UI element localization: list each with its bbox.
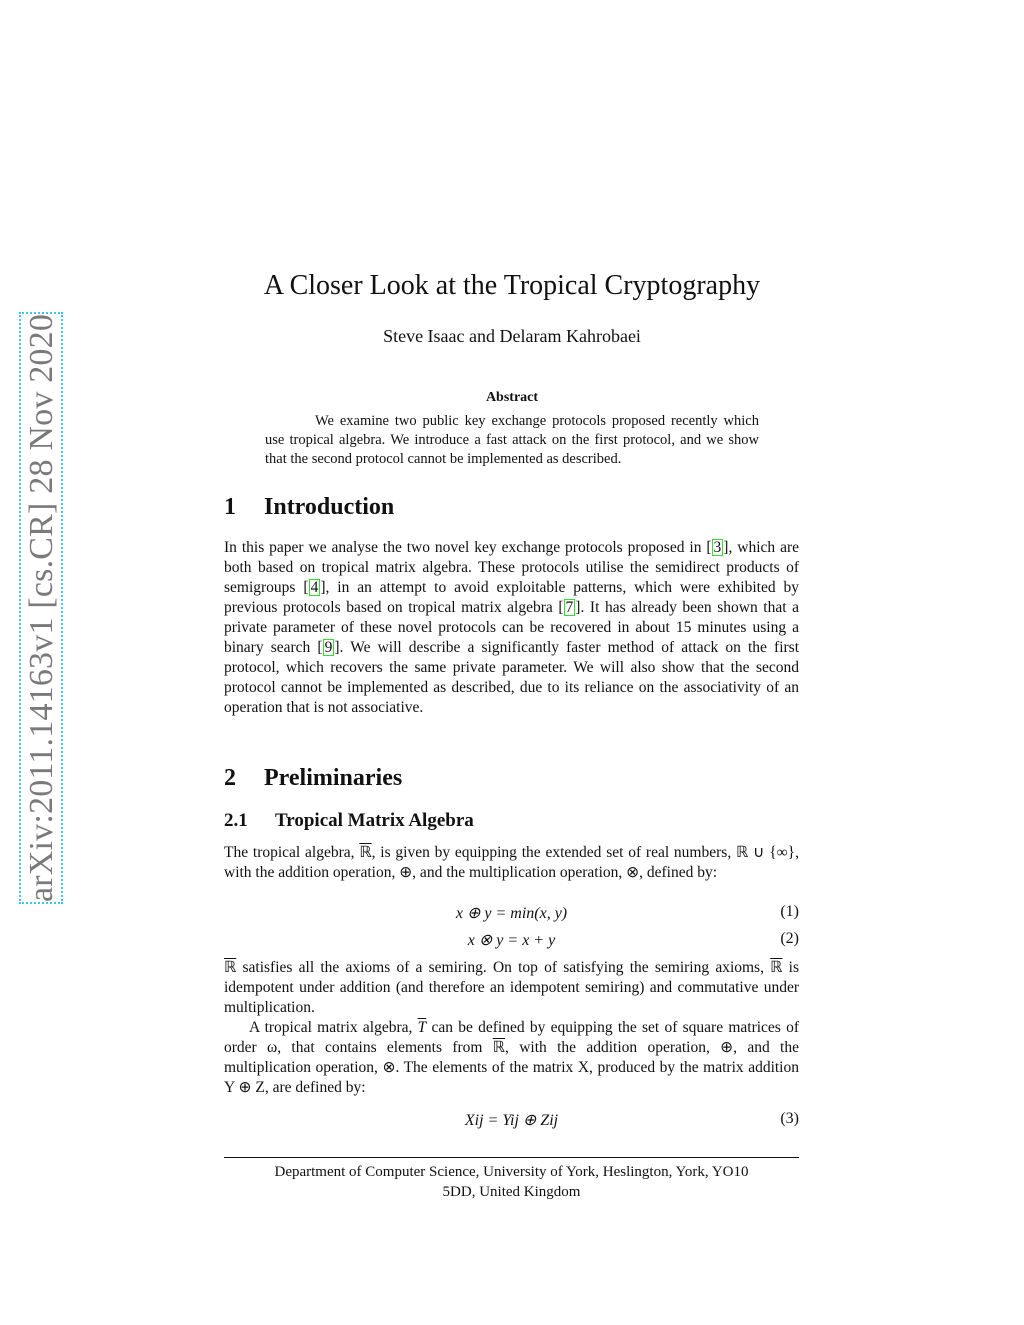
footnote-line: Department of Computer Science, University of York, Heslington, York, YO10 (274, 1164, 749, 1180)
paper-authors: Steve Isaac and Delaram Kahrobaei (383, 326, 641, 346)
text-run: can be defined by equipping the set of square matrices of order ω, that contains elements from (224, 1019, 799, 1056)
tropical-reals-symbol: ℝ (770, 959, 783, 976)
equation-expression: Xij = Yij ⊕ Zij (464, 1112, 559, 1129)
section-2-heading (224, 765, 402, 792)
section-1-heading (224, 494, 394, 521)
text-run: In this paper we analyse the two novel key exchange protocols proposed in (224, 539, 707, 556)
intro-paragraph: In this paper we analyse the two novel key exchange protocols proposed in [ 3 ], which are both based on tropical matrix algebra. These protocols utilise the semidirect products of semigroups [ 4 ], in an attempt to avoid exploitable patterns, which were exhibited by previous protocols based on tropical matrix algebra [ 7 ]. It has already been shown that a private parameter of these novel protocols can be recovered in about 15 minutes using a binary search [ 9 ]. We will describe a significantly faster method of attack on the first protocol, which recovers the same private parameter. We will also show that the second protocol cannot be implemented as described, due to its reliance on the associativity of an operation that is not associative. (224, 539, 800, 716)
text-run: The tropical algebra, (224, 844, 360, 861)
subsection-2-1-heading (224, 810, 474, 832)
matrix-algebra-paragraph (224, 1018, 799, 1098)
citation-link[interactable]: 9 (324, 639, 333, 656)
paper-title: A Closer Look at the Tropical Cryptography (263, 270, 761, 301)
equation-2 (224, 930, 799, 952)
section-number: 1 (224, 494, 236, 520)
equation-expression: x ⊗ y = x + y (467, 932, 556, 949)
section-title: Preliminaries (264, 765, 403, 791)
equation-expression: x ⊕ y = min(x, y) (455, 905, 568, 922)
subsection-number: 2.1 (224, 810, 248, 831)
tropical-reals-symbol: ℝ (224, 959, 237, 976)
equation-1 (224, 903, 799, 925)
text-run: , which are both based on tropical matrix algebra. These protocols utilise the semidirect products of semigroups (224, 539, 799, 596)
affiliation-footnote (224, 1162, 799, 1202)
equation-number: (1) (780, 903, 799, 920)
section-title: Introduction (264, 494, 395, 520)
text-run: , is given by equipping the extended set of real numbers, ℝ ∪ {∞}, with the addition operation, ⊕, and the multiplication operation, ⊗, defined by: (224, 844, 800, 881)
citation-link[interactable]: 7 (565, 599, 574, 616)
arxiv-identifier: arXiv:2011.14163v1 [cs.CR] 28 Nov 2020 (23, 313, 60, 903)
footnote-line: 5DD, United Kingdom (442, 1184, 581, 1200)
equation-number: (2) (780, 930, 799, 947)
text-run: . It has already been shown that a private parameter of these novel protocols can be recovered in about 15 minutes using a binary search (224, 599, 800, 656)
citation-link[interactable]: 3 (713, 539, 722, 556)
tropical-algebra-paragraph (224, 843, 799, 883)
abstract-text: We examine two public key exchange protocols proposed recently which use tropical algebra. We introduce a fast attack on the first protocol, and we show that the second protocol cannot be implemented as described. (265, 413, 759, 467)
text-run: , with the addition operation, ⊕, and the multiplication operation, ⊗. The elements of the matrix X, produced by the matrix addition Y ⊕ Z, are defined by: (224, 1039, 799, 1096)
text-run: , in an attempt to avoid exploitable patterns, which were exhibited by previous protocols based on tropical matrix algebra (224, 579, 799, 616)
text-run: . We will describe a significantly faster method of attack on the first protocol, which recovers the same private parameter. We will also show that the second protocol cannot be implemented as described, due to its reliance on the associativity of an operation that is not associative. (224, 639, 799, 716)
section-number: 2 (224, 765, 236, 791)
equation-3 (224, 1110, 799, 1132)
tropical-reals-symbol: ℝ (492, 1039, 506, 1056)
text-run: A tropical matrix algebra, (249, 1019, 418, 1036)
equation-number: (3) (780, 1110, 799, 1127)
tropical-reals-symbol: ℝ (359, 844, 372, 861)
text-run: is idempotent under addition (and therefore an idempotent semiring) and commutative under multiplication. (224, 959, 799, 1016)
tropical-matrix-symbol: $\overline{T}$ (417, 1019, 427, 1036)
subsection-title: Tropical Matrix Algebra (275, 810, 474, 831)
abstract-heading: Abstract (485, 390, 539, 405)
footnote-rule (224, 1157, 799, 1158)
text-run: satisfies all the axioms of a semiring. On top of satisfying the semiring axioms, (236, 959, 771, 976)
citation-link[interactable]: 4 (310, 579, 319, 596)
semiring-paragraph (224, 958, 799, 1018)
